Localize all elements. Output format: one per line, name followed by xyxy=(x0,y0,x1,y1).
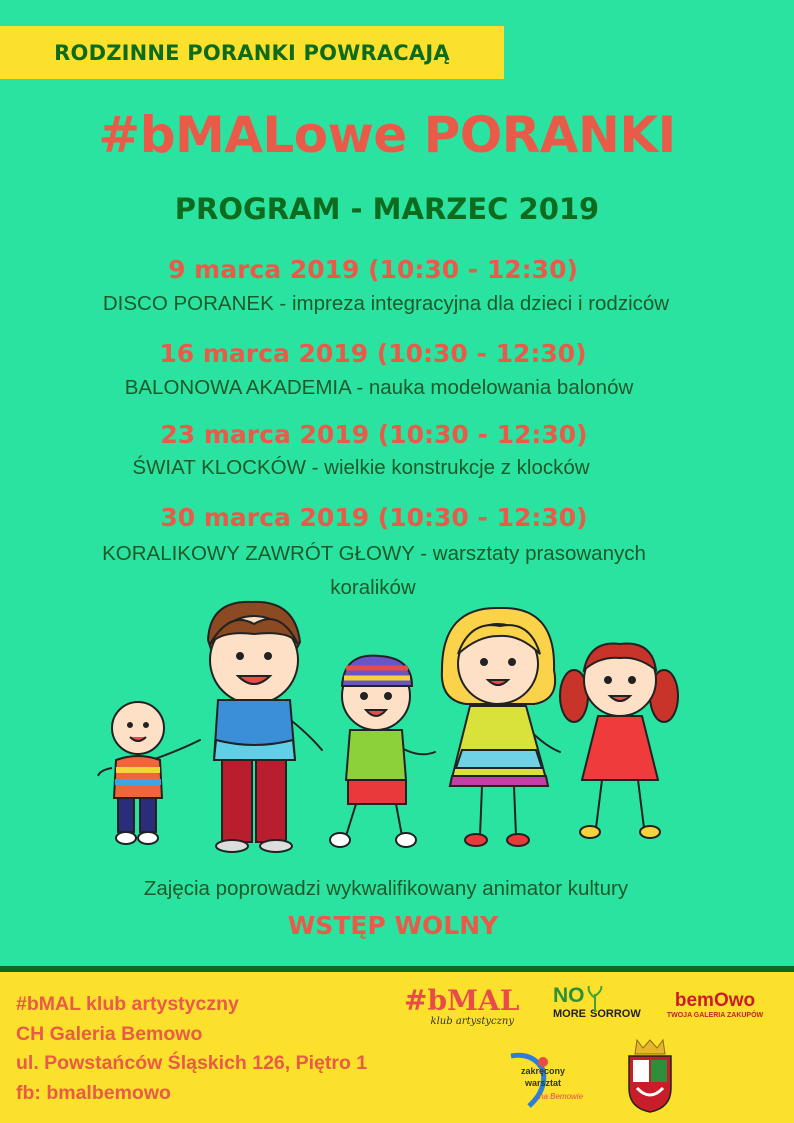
banner-text: RODZINNE PORANKI POWRACAJĄ xyxy=(54,40,450,65)
footer xyxy=(0,966,794,1123)
bemowo-logo-sub: TWOJA GALERIA ZAKUPÓW xyxy=(666,1012,764,1019)
girl-figure xyxy=(442,608,555,846)
event-desc-4-line1: KORALIKOWY ZAWRÓT GŁOWY - warsztaty prasowanych xyxy=(102,542,646,565)
baby-figure xyxy=(98,702,164,844)
coat-of-arms-icon xyxy=(625,1038,675,1114)
small-boy-figure xyxy=(330,656,416,847)
bemowo-logo xyxy=(660,990,770,1019)
zw-line1: zakręcony xyxy=(521,1066,566,1076)
sprout-icon xyxy=(585,986,605,1012)
event-date-1: 9 marca 2019 (10:30 - 12:30) xyxy=(168,255,578,284)
small-girl-figure xyxy=(560,644,678,838)
event-date-2: 16 marca 2019 (10:30 - 12:30) xyxy=(159,339,587,368)
bmal-logo-sub: klub artystyczny xyxy=(430,1016,514,1027)
event-date-3: 23 marca 2019 (10:30 - 12:30) xyxy=(160,420,588,449)
bmal-logo xyxy=(404,984,520,1027)
nms-line2: MORE xyxy=(553,1008,586,1020)
zw-line2: warsztat xyxy=(525,1078,562,1088)
program-subtitle: PROGRAM - MARZEC 2019 xyxy=(174,192,600,226)
zakrecony-warsztat-logo xyxy=(503,1050,593,1114)
event-desc-1: DISCO PORANEK - impreza integracyjna dla dzieci i rodziców xyxy=(102,292,670,315)
nms-line3: SORROW xyxy=(590,1008,641,1020)
family-illustration xyxy=(90,600,690,862)
event-desc-2: BALONOWA AKADEMIA - nauka modelowania balonów xyxy=(124,376,634,399)
animator-note: Zajęcia poprowadzi wykwalifikowany animator kultury xyxy=(143,877,629,900)
bemowo-logo-text: bemOwo xyxy=(674,990,756,1011)
footer-line-mall: CH Galeria Bemowo xyxy=(16,1023,203,1045)
zw-line3: na Bemowie xyxy=(539,1092,584,1101)
footer-line-facebook: fb: bmalbemowo xyxy=(16,1082,171,1104)
no-more-sorrow-logo xyxy=(553,984,641,1020)
nms-line1: NO xyxy=(553,984,585,1007)
event-desc-4-line2: koralików xyxy=(330,576,416,599)
bmal-logo-text: #bMAL xyxy=(404,984,520,1017)
top-banner xyxy=(0,26,504,79)
boy-figure xyxy=(208,602,300,852)
footer-line-club: #bMAL klub artystyczny xyxy=(16,993,239,1015)
free-entry: WSTĘP WOLNY xyxy=(287,911,499,940)
footer-line-address: ul. Powstańców Śląskich 126, Piętro 1 xyxy=(16,1052,368,1074)
page-title: #bMALowe PORANKI xyxy=(98,106,676,164)
event-date-4: 30 marca 2019 (10:30 - 12:30) xyxy=(160,503,588,532)
event-desc-3: ŚWIAT KLOCKÓW - wielkie konstrukcje z klocków xyxy=(132,456,590,479)
